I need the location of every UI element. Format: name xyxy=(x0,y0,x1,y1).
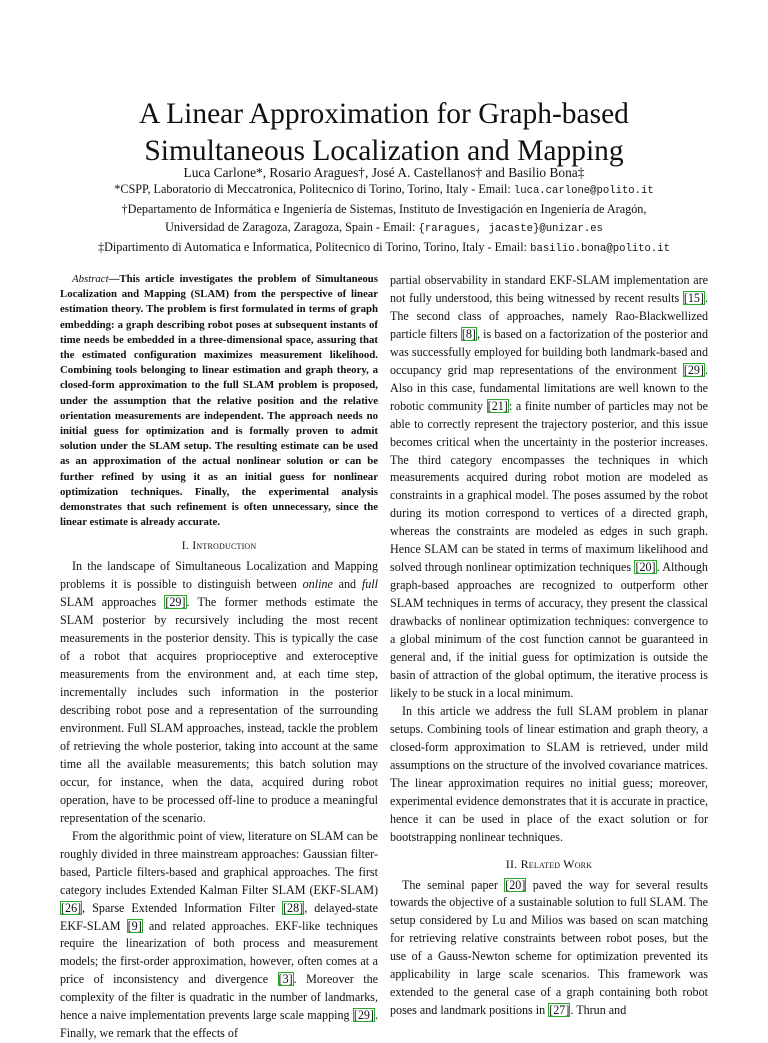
emph-full: full xyxy=(361,577,379,592)
citation-link[interactable]: [28] xyxy=(283,900,304,915)
text-run: . The second class of approaches, namely Rao-Blackwellized particle filters xyxy=(390,290,708,341)
text-run: The seminal paper xyxy=(402,877,505,892)
text-run: and related approaches. EKF-like techniques require the linearization of both process and measurement models; the first-order approximation, however, often comes at a price of inconsistency and divergence xyxy=(60,918,379,987)
text-run: . Finally, we remark that the effects of xyxy=(60,1008,378,1041)
citation-link[interactable]: [8] xyxy=(461,326,476,341)
intro-paragraph-3: In this article we address the full SLAM problem in planar setups. Combining tools of linear estimation and graph theory, a closed-form approximation to SLAM is retrieved, under mild assumptions on the structure of the involved covariance matrices. The linear approximation requires no initial guess; moreover, experimental evidence demonstrates that it is accurate in practice, hence it can be used in place of the exact solution or for bootstrapping nonlinear techniques. xyxy=(390,703,708,844)
citation-link[interactable]: [3] xyxy=(278,972,293,987)
text-run: . Thrun and xyxy=(570,1003,627,1018)
section-heading-introduction xyxy=(60,537,378,554)
text-run: : a finite number of particles may not be able to correctly represent the trajectory posterior, and this issue becomes critical when the uncertainty in the posterior increases. The third category encompasses the techniques in which measurements acquired during robot motion are modeled as constraints in a graphical model. The poses assumed by the robot during its motion correspond to vertices of a directed graph, whereas the constraints are modeled as edges in such graph. Hence SLAM can be stated in terms of maximum likelihood and solved through nonlinear optimization techniques xyxy=(390,398,708,575)
intro-paragraph-2-cont xyxy=(390,272,708,703)
title-line-1: A Linear Approximation for Graph-based xyxy=(139,97,629,130)
affiliation-3-text: Universidad de Zaragoza, Zaragoza, Spain - Email: xyxy=(165,220,419,234)
paper-title xyxy=(40,96,728,170)
text-run: . The former methods estimate the SLAM posterior by recursively including the most recent measurements in the posterior density. This is typically the case of a robot that acquires proprioceptive and exteroceptive measurements from the environment and, at each time step, incrementally includes such information in the posterior describing robot pose and a representation of the surrounding environment. Full SLAM approaches, instead, tackle the problem of retrieving the whole posterior, taking into account at the same time all the available measurements; this batch solution may occur, for instance, when the data, acquired during robot operation, have to be processed off-line to produce a meaningful representation of the scenario. xyxy=(60,595,378,825)
section-title: Introduction xyxy=(192,538,257,553)
citation-link[interactable]: [29] xyxy=(165,595,186,610)
citation-link[interactable]: [26] xyxy=(61,900,82,915)
abstract-head: Abstract xyxy=(72,273,109,285)
text-run: In the landscape of Simultaneous Localization and Mapping problems it is possible to distinguish between xyxy=(60,559,378,592)
citation-link[interactable]: [9] xyxy=(127,918,142,933)
text-run: , Sparse Extended Information Filter xyxy=(82,900,283,915)
text-run: and xyxy=(332,577,362,592)
abstract xyxy=(60,272,378,530)
intro-paragraph-2 xyxy=(60,828,378,1043)
affiliation-1-text: *CSPP, Laboratorio di Meccatronica, Politecnico di Torino, Torino, Italy - Email: xyxy=(114,182,514,196)
citation-link[interactable]: [29] xyxy=(353,1008,374,1023)
left-column xyxy=(60,272,378,1043)
section-number: I. xyxy=(181,538,193,553)
email-carlone[interactable]: luca.carlone@polito.it xyxy=(513,185,654,197)
title-line-2: Simultaneous Localization and Mapping xyxy=(144,134,624,167)
citation-link[interactable]: [21] xyxy=(487,398,508,413)
text-run: paved the way for several results towards the objective of a sustainable solution to full SLAM. The setup considered by Lu and Milios was based on scan matching for retrieving relative constraints between robot poses, but the use of a Gauss-Newton scheme for optimization prevented its applicability in large scale scenarios. This framework was extended to the general case of a graph containing both robot poses and landmark positions in xyxy=(390,877,708,1018)
abstract-text: —This article investigates the problem of Simultaneous Localization and Mapping (SLAM) from the perspective of linear estimation theory. The problem is first formulated in terms of graph embedding: a graph describing robot poses at subsequent instants of time needs be embedded in a three-dimensional space, assuring that the estimated configuration maximizes measurement likelihood. Combining tools belonging to linear estimation and graph theory, a closed-form approximation to the full SLAM problem is proposed, under the assumption that the relative position and the relative orientation measurements are independent. The approach needs no initial guess for optimization and is formally proven to admit solution under the SLAM setup. The resulting estimate can be used as an approximation of the actual nonlinear solution or can be further refined by using it as an initial guess for nonlinear optimization techniques. Finally, the experimental analysis demonstrates that such refinement is often unnecessary, since the linear estimate is already accurate. xyxy=(60,273,378,529)
citation-link[interactable]: [20] xyxy=(635,560,656,575)
intro-paragraph-1 xyxy=(60,558,378,827)
author-list: Luca Carlone*, Rosario Aragues†, José A. Castellanos† and Basilio Bona‡ xyxy=(183,165,585,180)
affiliation-4 xyxy=(20,238,748,258)
affiliations xyxy=(20,180,748,258)
section-heading-related-work xyxy=(390,856,708,873)
citation-link[interactable]: [29] xyxy=(683,362,704,377)
text-run: , is based on a factorization of the posterior and was successfully employed for building both landmark-based and occupancy grid map representations of the environment xyxy=(390,326,708,377)
section-title: Related Work xyxy=(520,856,593,871)
text-run: From the algorithmic point of view, literature on SLAM can be roughly divided in three mainstream approaches: Gaussian filter-based, Particle filters-based and graphical approaches. The first category includes Extended Kalman Filter SLAM (EKF-SLAM) xyxy=(60,828,378,897)
affiliation-3 xyxy=(20,218,748,238)
citation-link[interactable]: [27] xyxy=(549,1003,570,1018)
affiliation-2: †Departamento de Informática e Ingeniería de Sistemas, Instituto de Investigación en Ingeniería de Aragón, xyxy=(121,202,647,216)
text-run: partial observability in standard EKF-SLAM implementation are not fully understood, this being witnessed by recent results xyxy=(390,273,708,305)
citation-link[interactable]: [15] xyxy=(683,290,704,305)
section-number: II. xyxy=(505,856,521,871)
text-run: SLAM approaches xyxy=(60,595,165,610)
affiliation-1 xyxy=(20,180,748,200)
related-paragraph-1 xyxy=(390,877,708,1021)
affiliation-4-text: ‡Dipartimento di Automatica e Informatica, Politecnico di Torino, Torino, Italy - Email: xyxy=(98,240,531,254)
text-run: . Although graph-based approaches are recognized to outperform other SLAM techniques in terms of accuracy, they present the classical drawbacks of nonlinear optimization techniques: convergence to a global minimum of the cost function cannot be guaranteed in general and, if the initial guess for optimization is outside the basin of attraction of the global optimum, the iterative process is likely to be stuck in a local minimum. xyxy=(390,560,708,700)
citation-link[interactable]: [20] xyxy=(505,877,526,892)
email-zaragoza[interactable]: {raragues, jacaste}@unizar.es xyxy=(418,223,603,235)
text-run: . Moreover the complexity of the filter is quadratic in the number of landmarks, hence a naive implementation prevents large scale mapping xyxy=(60,972,379,1023)
right-column xyxy=(390,272,708,1020)
email-bona[interactable]: basilio.bona@polito.it xyxy=(530,243,670,255)
emph-online: online xyxy=(302,577,333,592)
text-run: , delayed-state EKF-SLAM xyxy=(60,900,378,933)
text-run: . Also in this case, fundamental limitations are well known to the robotic community xyxy=(390,362,708,413)
